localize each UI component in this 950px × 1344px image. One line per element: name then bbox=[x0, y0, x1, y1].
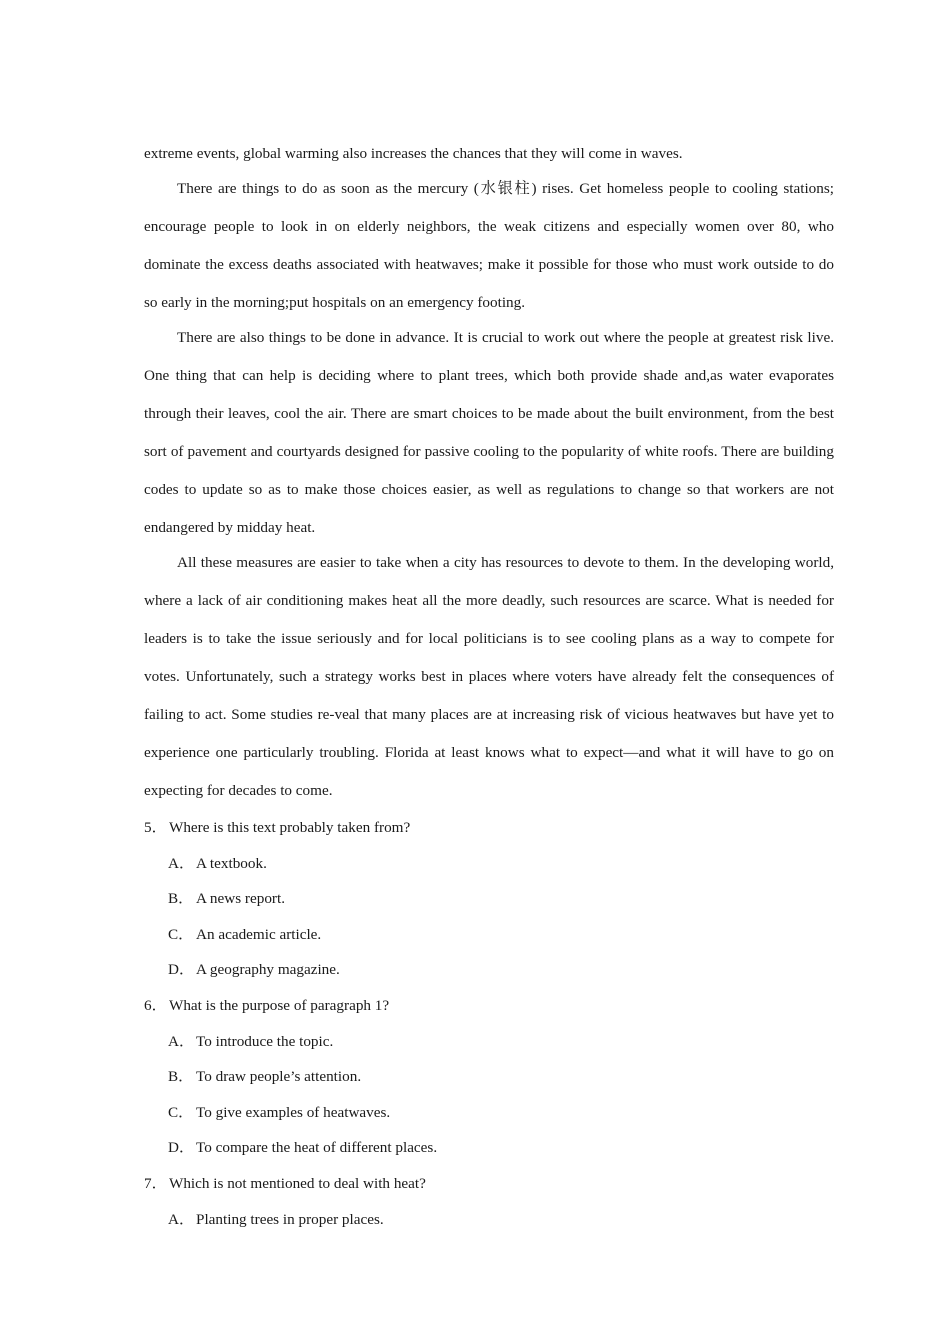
option-text: To draw people’s attention. bbox=[196, 1068, 362, 1086]
question-item bbox=[144, 988, 834, 1166]
document-page bbox=[144, 135, 834, 1237]
passage bbox=[144, 135, 834, 810]
option-text: A geography magazine. bbox=[196, 961, 340, 979]
option-label: A． bbox=[168, 854, 195, 872]
question-prompt bbox=[144, 810, 834, 846]
question-text: What is the purpose of paragraph 1? bbox=[169, 996, 390, 1014]
option-label: C． bbox=[168, 1103, 194, 1121]
option-label: B． bbox=[168, 1068, 194, 1086]
question-item bbox=[144, 810, 834, 988]
option-text: To compare the heat of different places. bbox=[196, 1139, 438, 1157]
answer-option bbox=[144, 1024, 834, 1060]
answer-option bbox=[144, 952, 834, 988]
option-text: An academic article. bbox=[196, 925, 322, 943]
answer-option bbox=[144, 846, 834, 882]
question-prompt bbox=[144, 1166, 834, 1202]
option-label: D． bbox=[168, 1139, 195, 1157]
question-number: 7． bbox=[144, 1174, 167, 1192]
question-text: Where is this text probably taken from? bbox=[169, 819, 411, 836]
paragraph: There are also things to be done in advance. It is crucial to work out where the people at greatest risk live. One thing that can help is deciding where to plant trees, which both provide shade and,as water evaporates through their leaves, cool the air. There are smart choices to be made about the built environment, from the best sort of pavement and courtyards designed for passive cooling to the popularity of white roofs. There are building codes to update so as to make those choices easier, as well as regulations to change so that workers are not endangered by midday heat. bbox=[144, 329, 834, 536]
option-text: Planting trees in proper places. bbox=[196, 1210, 384, 1228]
answer-option bbox=[144, 917, 834, 953]
option-label: A． bbox=[168, 1210, 195, 1228]
paragraph: All these measures are easier to take when a city has resources to devote to them. In the developing world, where a lack of air conditioning makes heat all the more deadly, such resources are scarce. What is needed for leaders is to take the issue seriously and for local politicians is to see cooling plans as a way to compete for votes. Unfortunately, such a strategy works best in places where voters have already felt the consequences of failing to act. Some studies re-veal that many places are at increasing risk of vicious heatwaves but have yet to experience one particularly troubling. Florida at least knows what to expect—and what it will have to go on expecting for decades to come. bbox=[144, 554, 834, 799]
option-text: A textbook. bbox=[196, 854, 267, 872]
answer-option bbox=[144, 1059, 834, 1095]
option-label: C． bbox=[168, 925, 194, 943]
answer-option bbox=[144, 881, 834, 917]
question-text: Which is not mentioned to deal with heat? bbox=[169, 1174, 426, 1192]
paragraph: extreme events, global warming also increases the chances that they will come in waves. bbox=[144, 145, 683, 162]
question-list bbox=[144, 810, 834, 1237]
option-text: A news report. bbox=[196, 890, 285, 908]
question-prompt bbox=[144, 988, 834, 1024]
answer-option bbox=[144, 1130, 834, 1166]
option-label: D． bbox=[168, 961, 195, 979]
question-number: 5． bbox=[144, 819, 167, 836]
answer-option bbox=[144, 1202, 834, 1238]
option-label: A． bbox=[168, 1032, 195, 1050]
option-text: To introduce the topic. bbox=[196, 1032, 334, 1050]
answer-option bbox=[144, 1095, 834, 1131]
option-text: To give examples of heatwaves. bbox=[196, 1103, 391, 1121]
question-item bbox=[144, 1166, 834, 1237]
paragraph: There are things to do as soon as the mercury (水银柱) rises. Get homeless people to cooling stations; encourage people to look in on elderly neighbors, the weak citizens and especially women over 80, who dominate the excess deaths associated with heatwaves; make it possible for those who must work outside to do so early in the morning;put hospitals on an emergency footing. bbox=[144, 180, 834, 311]
option-label: B． bbox=[168, 890, 194, 908]
question-number: 6． bbox=[144, 996, 167, 1014]
